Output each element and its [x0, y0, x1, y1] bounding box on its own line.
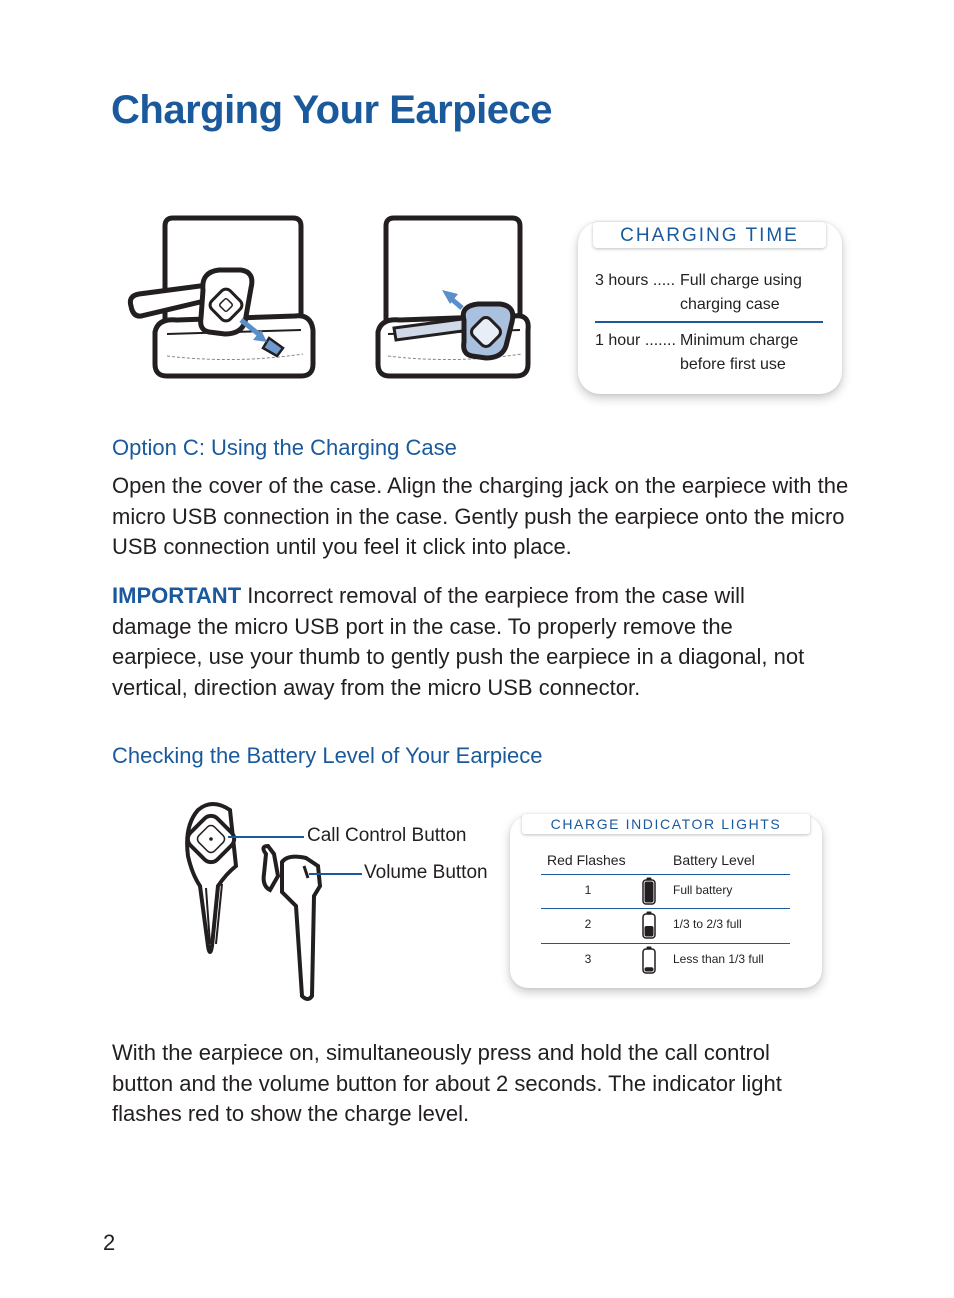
important-paragraph	[112, 581, 812, 703]
charging-time-description: Full charge using charging case	[680, 272, 802, 313]
option-c-heading: Option C: Using the Charging Case	[112, 435, 457, 460]
battery-half-icon	[642, 911, 656, 939]
charge-indicator-label: CHARGE INDICATOR LIGHTS	[522, 814, 810, 834]
battery-level-text: Full battery	[673, 883, 733, 897]
battery-level-text: 1/3 to 2/3 full	[673, 917, 742, 931]
charging-time-duration: 1 hour .......	[595, 332, 676, 349]
page-number: 2	[103, 1230, 116, 1255]
charging-case-insert-illustration	[125, 214, 320, 384]
page-title: Charging Your Earpiece	[111, 88, 552, 132]
charging-time-label: CHARGING TIME	[593, 222, 826, 248]
battery-heading: Checking the Battery Level of Your Earpiece	[112, 743, 543, 768]
battery-low-icon	[642, 946, 656, 974]
table-divider	[541, 943, 790, 944]
option-c-paragraph: Open the cover of the case. Align the charging jack on the earpiece with the micro USB connection in the case. Gently push the earpiece onto the micro USB connection until you feel it click into place.	[112, 473, 849, 559]
battery-check-paragraph: With the earpiece on, simultaneously press and hold the call control button and the volume button for about 2 seconds. The indicator light flashes red to show the charge level.	[112, 1040, 782, 1126]
important-text: Incorrect removal of the earpiece from the case will damage the micro USB port in the case. To properly remove the earpiece, use your thumb to gently push the earpiece in a diagonal, not vertical, direction away from the micro USB connector.	[112, 583, 805, 700]
flash-count: 1	[584, 883, 592, 897]
charging-time-divider	[595, 321, 823, 323]
table-divider	[541, 874, 790, 875]
table-divider	[541, 908, 790, 909]
battery-level-text: Less than 1/3 full	[673, 952, 764, 966]
battery-level-header: Battery Level	[673, 852, 755, 868]
important-label: IMPORTANT	[112, 583, 242, 608]
charging-case-remove-illustration	[374, 214, 534, 384]
flash-count: 3	[584, 952, 592, 966]
battery-full-icon	[642, 877, 656, 905]
charging-time-duration: 3 hours .....	[595, 272, 676, 289]
charging-time-description: Minimum charge before first use	[680, 332, 799, 373]
red-flashes-header: Red Flashes	[547, 852, 626, 868]
volume-callout: Volume Button	[364, 862, 488, 883]
call-control-callout: Call Control Button	[307, 825, 467, 846]
charge-indicator-panel	[510, 816, 822, 988]
flash-count: 2	[584, 917, 592, 931]
